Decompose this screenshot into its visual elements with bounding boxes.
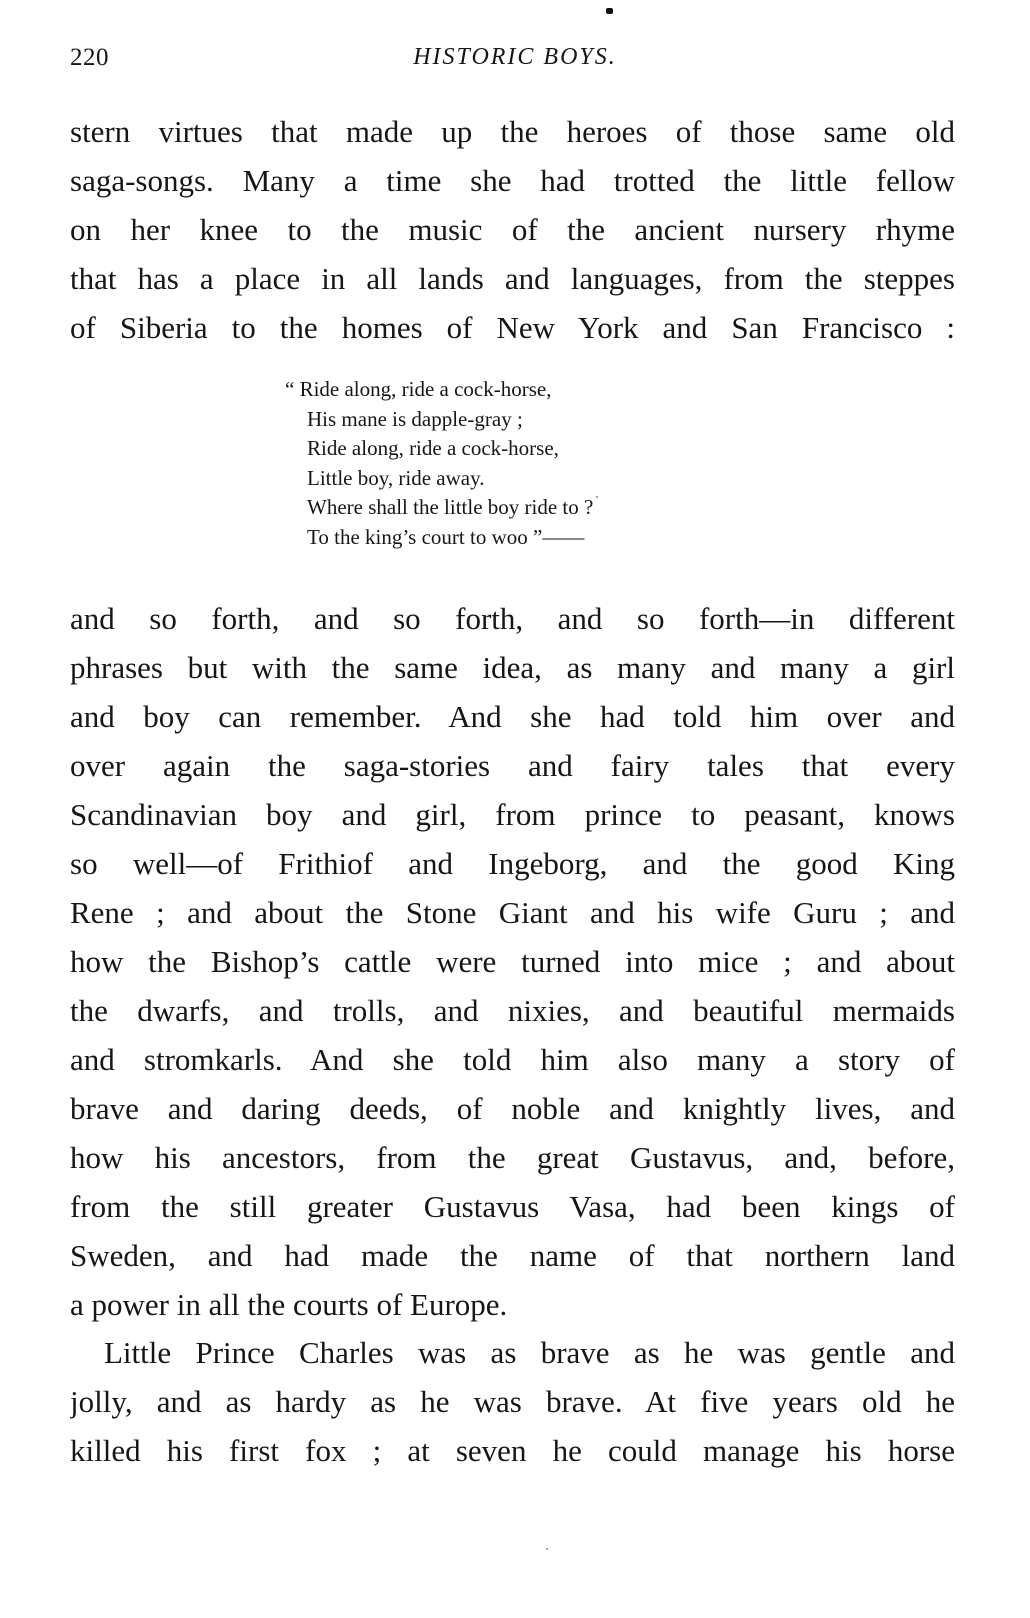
nursery-rhyme-verse — [285, 375, 593, 552]
text-line: a power in all the courts of Europe. — [70, 1287, 508, 1322]
verse-line: Little boy, ride away. — [307, 465, 485, 490]
text-line: how the Bishop’s cattle were turned into mice ; and about — [70, 944, 955, 979]
running-title: HISTORIC BOYS. — [413, 44, 617, 70]
print-speck — [606, 8, 613, 14]
verse-line: “ Ride along, ride a cock-horse, — [285, 377, 552, 401]
print-dot — [596, 496, 598, 498]
text-line: over again the saga-stories and fairy tales that every — [70, 748, 955, 783]
text-line: and so forth, and so forth, and so forth—in different — [70, 601, 955, 636]
verse-line: Where shall the little boy ride to ? — [307, 495, 594, 519]
text-line: Rene ; and about the Stone Giant and his wife Guru ; and — [70, 895, 955, 930]
text-line: killed his first fox ; at seven he could manage his horse — [70, 1433, 955, 1468]
text-line: phrases but with the same idea, as many and many a girl — [70, 650, 955, 685]
text-line: saga-songs. Many a time she had trotted the little fellow — [70, 163, 955, 198]
verse-line: His mane is dapple-gray ; — [307, 406, 523, 431]
text-line: Little Prince Charles was as brave as he was gentle and — [104, 1335, 955, 1370]
text-line: jolly, and as hardy as he was brave. At five years old he — [70, 1384, 955, 1419]
text-line: and boy can remember. And she had told him over and — [70, 699, 955, 734]
text-line: Scandinavian boy and girl, from prince to peasant, knows — [70, 797, 955, 832]
text-line: so well—of Frithiof and Ingeborg, and the good King — [70, 846, 955, 881]
text-line: the dwarfs, and trolls, and nixies, and beautiful mermaids — [70, 993, 955, 1028]
verse-line: To the king’s court to woo ”—— — [307, 524, 585, 549]
text-line: that has a place in all lands and languages, from the steppes — [70, 261, 955, 296]
text-line: from the still greater Gustavus Vasa, had been kings of — [70, 1189, 955, 1224]
page-number: 220 — [70, 44, 109, 71]
paragraph-1 — [70, 107, 955, 352]
text-line: Sweden, and had made the name of that northern land — [70, 1238, 955, 1273]
print-dot — [546, 1548, 548, 1550]
text-line: of Siberia to the homes of New York and San Francisco : — [70, 310, 955, 345]
text-line: stern virtues that made up the heroes of those same old — [70, 114, 955, 149]
verse-line: Ride along, ride a cock-horse, — [307, 436, 559, 460]
text-line: and stromkarls. And she told him also many a story of — [70, 1042, 955, 1077]
text-line: how his ancestors, from the great Gustavus, and, before, — [70, 1140, 955, 1175]
text-line: on her knee to the music of the ancient nursery rhyme — [70, 212, 955, 247]
paragraph-3 — [70, 1328, 955, 1475]
text-line: brave and daring deeds, of noble and knightly lives, and — [70, 1091, 955, 1126]
paragraph-2 — [70, 594, 955, 1329]
